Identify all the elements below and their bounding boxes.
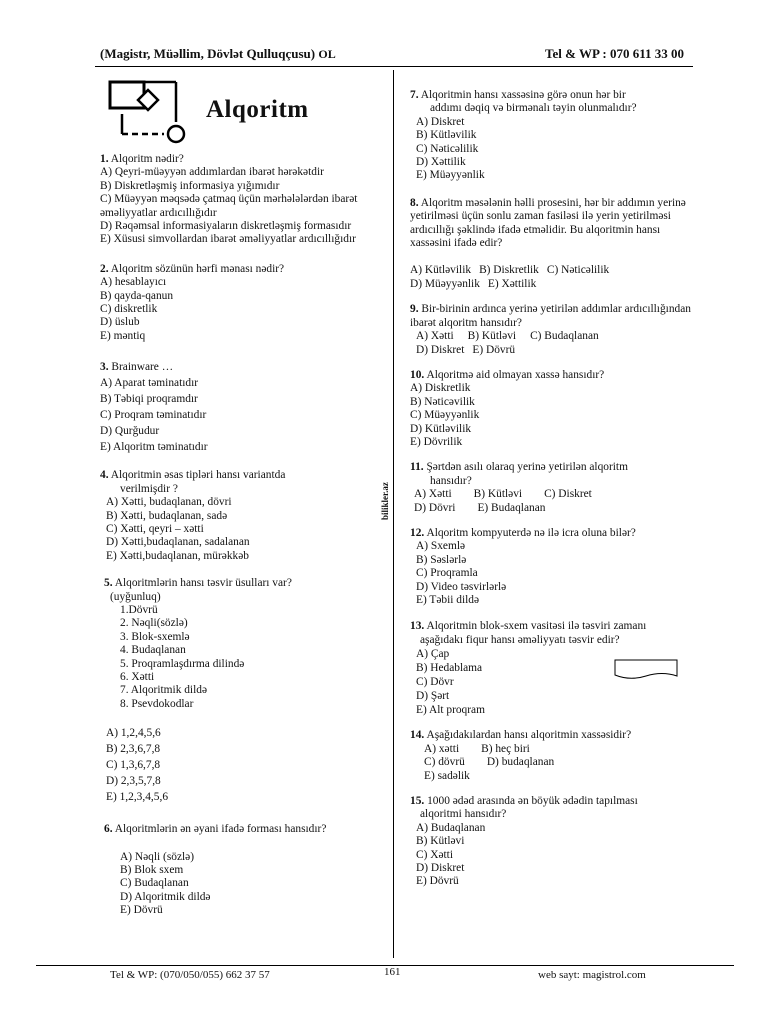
- option: D) Xəttilik: [416, 156, 466, 169]
- option: E) Alqoritm təminatıdır: [100, 441, 208, 454]
- option: A) Aparat təminatıdır: [100, 377, 199, 390]
- question-7: 7. Alqoritmin hansı xassəsinə görə onun hər bir addımı dəqiq və birmənalı təyin olunmalıdır? A) Diskret B) Kütləvilik C) Nəticəlilik D) Xəttilik E) Müəyyənlik: [410, 89, 692, 183]
- option: B) Təbiqi proqramdır: [100, 393, 198, 406]
- option: C) Xətti: [416, 848, 454, 861]
- option: C) Nəticəlilik: [416, 142, 479, 155]
- option: A) Diskretlik: [410, 382, 471, 395]
- header-divider: [95, 66, 693, 67]
- option: C) Xətti, qeyri – xətti: [106, 522, 204, 535]
- question-9: 9. Bir-birinin ardınca yerinə yetirilən addımlar ardıcıllığından ibarət alqoritm hansıdır? A) Xətti B) Kütləvi C) Budaqlanan D) Diskret E) Dövrü: [410, 303, 691, 356]
- header-left: [100, 46, 336, 62]
- question-1: 1. Alqoritm nədir? A) Qeyri-müəyyən addımlardan ibarət hərəkətdir B) Diskretləşmiş informasiya yığımıdır C) Müəyyən məqsədə çatmaq üçün mərhələlərdən ibarət əməliyyatlar ardıcıllığıdır D) Rəqəmsal informasiyaların diskretləşmiş formasıdır E) Xüsusi simvollardan ibarət əməliyyatlar ardıcıllığıdır: [100, 153, 382, 247]
- options-row: D) Müəyyənlik E) Xəttilik: [410, 277, 537, 290]
- question-5: 5. Alqoritmlərin hansı təsvir üsulları var? (uyğunluq) 1.Dövrü 2. Nəqli(sözlə) 3. Blok-sxemlə 4. Budaqlanan 5. Proqramlaşdırma dilində 6. Xətti 7. Alqoritmik dildə 8. Psevdokodlar A) 1,2,4,5,6 B) 2,3,6,7,8 C) 1,3,6,7,8 D) 2,3,5,7,8 E) 1,2,3,4,5,6: [100, 577, 382, 805]
- option: B) Nəticəvilik: [410, 395, 475, 408]
- left-column: [100, 153, 382, 930]
- option: B) Diskretləşmiş informasiya yığımıdır: [100, 179, 280, 192]
- option: A) Diskret: [416, 115, 465, 128]
- question-10: 10. Alqoritmə aid olmayan xassə hansıdır? A) Diskretlik B) Nəticəvilik C) Müəyyənlik D) Kütləvilik E) Dövrilik: [410, 369, 692, 449]
- footer-website: web sayt: magistrol.com: [538, 969, 646, 981]
- document-shape-icon: [614, 659, 678, 681]
- question-14: 14. Aşağıdakılardan hansı alqoritmin xassəsidir? A) xətti B) heç biri C) dövrü D) budaqlanan E) sadəlik: [410, 729, 692, 783]
- option: A) Nəqli (sözlə): [120, 850, 195, 863]
- list-item: 8. Psevdokodlar: [120, 697, 194, 710]
- option: B) Səslərlə: [416, 553, 467, 566]
- question-15: 15. 1000 ədəd arasında ən böyük ədədin tapılması alqoritmi hansıdır? A) Budaqlanan B) Kütləvi C) Xətti D) Diskret E) Dövrü: [410, 795, 692, 889]
- option: E) Dövrilik: [410, 435, 463, 448]
- question-12: 12. Alqoritm kompyuterdə nə ilə icra oluna bilər? A) Sxemlə B) Səslərlə C) Proqramla D) Video təsvirlərlə E) Təbii dildə: [410, 527, 692, 607]
- page-number: 161: [384, 966, 401, 978]
- option: E) Təbii dildə: [416, 594, 480, 606]
- option: D) Qurğudur: [100, 425, 160, 438]
- question-11: 11. Şərtdən asılı olaraq yerinə yetirilən alqoritm hansıdır? A) Xətti B) Kütləvi C) Diskret D) Dövri E) Budaqlanan: [410, 461, 692, 515]
- option: A) 1,2,4,5,6: [106, 727, 161, 740]
- question-8: 8. Alqoritm məsələnin həlli prosesini, hər bir addımın yerinə yetirilməsi üçün sonlu zaman fasiləsi ilə yerin yetirilməsi ardıcıllığı şəklində ifadə etməlidir. Bu alqoritmin hansı xassəsini ifadə edir? A) Kütləvilik B) Diskretlik C) Nəticəlilik D) Müəyyənlik E) Xəttilik: [410, 197, 692, 291]
- option: A) Budaqlanan: [416, 821, 486, 834]
- watermark: bilikler.az: [380, 482, 390, 520]
- option: C) Proqramla: [416, 567, 478, 580]
- question-13: 13. Alqoritmin blok-sxem vasitəsi ilə təsviri zamanı aşağıdakı fiqur hansı əməliyyatı təsvir edir? A) Çap B) Hedablama C) Dövr D) Şərt E) Alt proqram: [410, 619, 692, 717]
- option: E) Xətti,budaqlanan, mürəkkəb: [106, 549, 249, 562]
- header-suffix: OL: [318, 47, 336, 61]
- option: A) Sxemlə: [416, 540, 466, 553]
- option: D) Rəqəmsal informasiyaların diskretləşmiş formasıdır: [100, 220, 352, 233]
- option: D) 2,3,5,7,8: [106, 775, 161, 788]
- option: E) Dövrü: [416, 875, 459, 888]
- option: B) Kütləvilik: [416, 129, 477, 142]
- option: E) Alt proqram: [416, 704, 485, 717]
- option: D) Video təsvirlərlə: [416, 580, 507, 593]
- question-2: 2. Alqoritm sözünün hərfi mənası nədir? A) hesablayıcı B) qayda-qanun C) diskretlik D) üslub E) məntiq: [100, 263, 382, 343]
- option: D) Diskret: [416, 862, 465, 875]
- option: C) Proqram təminatıdır: [100, 409, 207, 422]
- option: D) üslub: [100, 316, 140, 329]
- list-item: 7. Alqoritmik dildə: [120, 684, 208, 697]
- option: D) Şərt: [416, 690, 450, 703]
- option: A) Qeyri-müəyyən addımlardan ibarət hərəkətdir: [100, 166, 324, 179]
- option: A) Xətti, budaqlanan, dövri: [106, 496, 232, 509]
- header-phone: Tel & WP : 070 611 33 00: [545, 46, 685, 61]
- options-row: D) Diskret E) Dövrü: [416, 343, 516, 356]
- header-institution: (Magistr, Müəllim, Dövlət Qulluqçusu): [100, 46, 316, 61]
- options-row: A) Xətti B) Kütləvi C) Budaqlanan: [416, 330, 599, 343]
- options-row: A) Xətti B) Kütləvi C) Diskret: [414, 488, 592, 501]
- option: E) məntiq: [100, 329, 146, 342]
- flowchart-icon: [100, 78, 192, 144]
- option: C) diskretlik: [100, 303, 158, 316]
- options-row: A) xətti B) heç biri: [424, 742, 530, 755]
- option: C) Müəyyən məqsədə çatmaq üçün mərhələlərdən ibarət əməliyyatlar ardıcıllığıdır: [100, 193, 358, 219]
- question-4: 4. Alqoritmin əsas tipləri hansı variantda verilmişdir ? A) Xətti, budaqlanan, dövri B) Xətti, budaqlanan, sadə C) Xətti, qeyri – xətti D) Xətti,budaqlanan, sadalanan E) Xətti,budaqlanan, mürəkkəb: [100, 469, 382, 563]
- option: D) Alqoritmik dildə: [120, 890, 211, 903]
- option: E) Dövrü: [120, 904, 163, 917]
- option: E) Müəyyənlik: [416, 169, 485, 182]
- list-item: 4. Budaqlanan: [120, 644, 186, 657]
- option: B) Kütləvi: [416, 835, 465, 848]
- options-row: D) Dövri E) Budaqlanan: [414, 501, 546, 514]
- page-title: Alqoritm: [206, 96, 309, 123]
- options-row: A) Kütləvilik B) Diskretlik C) Nəticəlilik: [410, 264, 610, 277]
- option: A) Çap: [416, 648, 450, 661]
- options-row: C) dövrü D) budaqlanan: [424, 756, 555, 769]
- list-item: 6. Xətti: [120, 670, 155, 683]
- question-3: 3. Brainware … A) Aparat təminatıdır B) Təbiqi proqramdır C) Proqram təminatıdır D) Qurğudur E) Alqoritm təminatıdır: [100, 359, 382, 455]
- options-row: E) sadəlik: [424, 769, 470, 782]
- list-item: 2. Nəqli(sözlə): [120, 617, 188, 630]
- option: E) Xüsusi simvollardan ibarət əməliyyatlar ardıcıllığıdır: [100, 233, 356, 246]
- option: E) 1,2,3,4,5,6: [106, 791, 169, 804]
- right-column: [410, 89, 692, 901]
- list-item: 5. Proqramlaşdırma dilində: [120, 657, 245, 670]
- option: C) Müəyyənlik: [410, 409, 480, 422]
- option: C) Dövr: [416, 676, 454, 689]
- option: B) Hedablama: [416, 662, 483, 675]
- list-item: 1.Dövrü: [120, 603, 158, 616]
- option: B) 2,3,6,7,8: [106, 743, 161, 756]
- option: B) Blok sxem: [120, 864, 184, 876]
- footer-phone: Tel & WP: (070/050/055) 662 37 57: [110, 969, 270, 981]
- list-item: 3. Blok-sxemlə: [120, 630, 190, 643]
- option: B) Xətti, budaqlanan, sadə: [106, 509, 228, 522]
- column-divider: [393, 70, 394, 958]
- option: D) Kütləvilik: [410, 422, 472, 435]
- option: C) Budaqlanan: [120, 877, 189, 890]
- option: B) qayda-qanun: [100, 289, 174, 302]
- question-6: 6. Alqoritmlərin ən əyani ifadə forması hansıdır? A) Nəqli (sözlə) B) Blok sxem C) Budaqlanan D) Alqoritmik dildə E) Dövrü: [100, 823, 382, 917]
- option: A) hesablayıcı: [100, 276, 167, 289]
- option: D) Xətti,budaqlanan, sadalanan: [106, 536, 250, 549]
- option: C) 1,3,6,7,8: [106, 759, 161, 772]
